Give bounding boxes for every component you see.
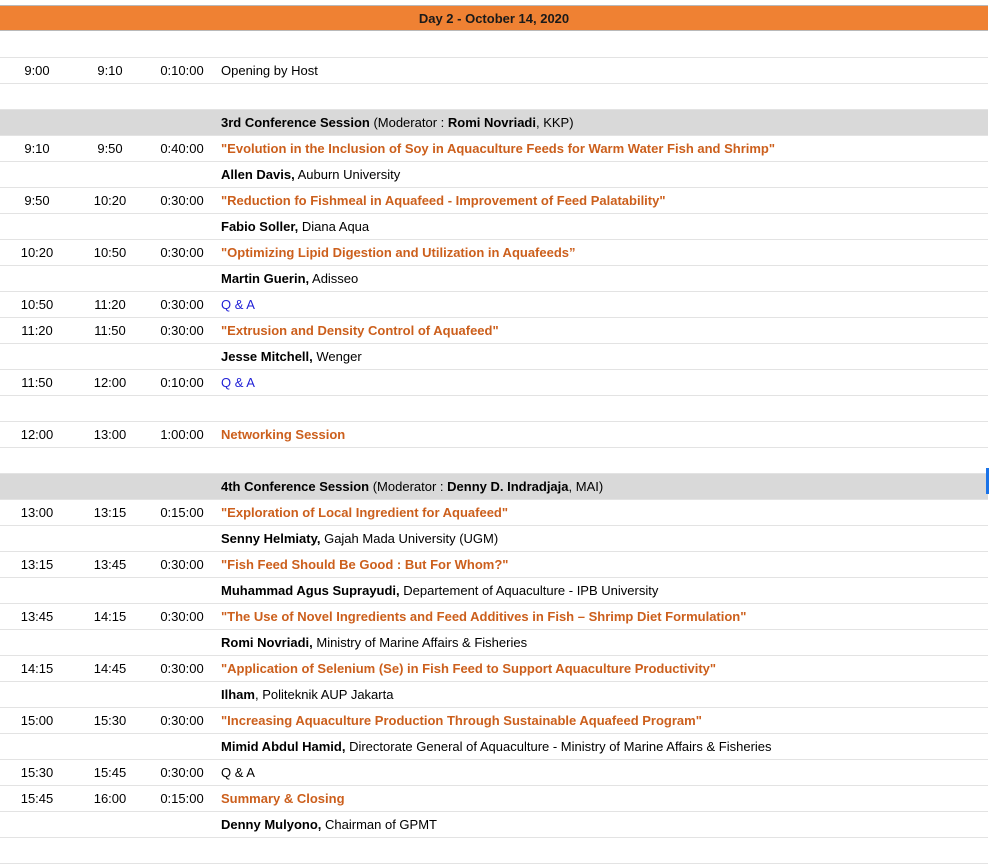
qa-cell[interactable]: Q & A (221, 375, 255, 390)
schedule-row[interactable] (0, 318, 988, 344)
blank-row[interactable] (0, 838, 988, 864)
duration-cell[interactable]: 0:30:00 (160, 297, 204, 312)
duration-cell[interactable]: 0:30:00 (160, 713, 204, 728)
speaker-affiliation: Auburn University (294, 167, 401, 182)
duration-cell[interactable]: 0:15:00 (160, 505, 204, 520)
speaker-cell[interactable] (221, 214, 369, 239)
duration-cell[interactable]: 0:30:00 (160, 323, 204, 338)
start-time-cell[interactable]: 9:00 (24, 63, 50, 78)
speaker-cell[interactable] (221, 630, 527, 655)
speaker-name: Muhammad Agus Suprayudi, (221, 583, 400, 598)
speaker-name: Romi Novriadi, (221, 635, 313, 650)
speaker-cell[interactable] (221, 578, 658, 603)
speaker-name: Denny Mulyono, (221, 817, 322, 832)
end-time-cell[interactable]: 10:50 (93, 245, 127, 260)
agenda-item-cell[interactable]: "Evolution in the Inclusion of Soy in Aquaculture Feeds for Warm Water Fish and Shrimp" (221, 141, 776, 156)
speaker-row[interactable] (0, 812, 988, 838)
speaker-cell[interactable] (221, 162, 400, 187)
end-time-cell[interactable]: 11:20 (94, 297, 126, 312)
end-time-cell[interactable]: 16:00 (93, 791, 127, 806)
speaker-cell[interactable] (221, 734, 772, 759)
duration-cell[interactable]: 0:40:00 (160, 141, 204, 156)
end-time-cell[interactable]: 15:30 (93, 713, 127, 728)
start-time-cell[interactable]: 15:45 (20, 791, 54, 806)
speaker-name: Mimid Abdul Hamid, (221, 739, 346, 754)
moderator-org: , KKP) (535, 115, 574, 130)
start-time-cell[interactable]: 15:00 (20, 713, 54, 728)
end-time-cell[interactable]: 9:50 (97, 141, 123, 156)
speaker-affiliation: , Politeknik AUP Jakarta (254, 687, 394, 702)
speaker-row[interactable] (0, 344, 988, 370)
moderator-prefix: (Moderator : (369, 115, 448, 130)
agenda-item-cell[interactable]: "Extrusion and Density Control of Aquafeed" (221, 323, 499, 338)
end-time-cell[interactable]: 12:00 (93, 375, 127, 390)
end-time-cell[interactable]: 10:20 (93, 193, 127, 208)
duration-cell[interactable]: 0:30:00 (160, 661, 204, 676)
speaker-affiliation: Directorate General of Aquaculture - Ministry of Marine Affairs & Fisheries (345, 739, 772, 754)
moderator-name: Denny D. Indradjaja (447, 479, 569, 494)
start-time-cell[interactable]: 11:50 (21, 375, 53, 390)
duration-cell[interactable]: 0:10:00 (160, 375, 204, 390)
speaker-affiliation: Adisseo (309, 271, 359, 286)
start-time-cell[interactable]: 15:30 (20, 765, 54, 780)
session-title-cell[interactable] (221, 474, 603, 499)
session-label: 3rd Conference Session (221, 115, 370, 130)
speaker-affiliation: Diana Aqua (298, 219, 370, 234)
speaker-cell[interactable] (221, 266, 358, 291)
duration-cell[interactable]: 1:00:00 (160, 427, 204, 442)
schedule-row[interactable] (0, 708, 988, 734)
speaker-row[interactable] (0, 162, 988, 188)
start-time-cell[interactable]: 10:20 (20, 245, 54, 260)
qa-cell[interactable]: Q & A (221, 297, 255, 312)
schedule-row[interactable] (0, 552, 988, 578)
agenda-item-cell[interactable]: "Application of Selenium (Se) in Fish Feed to Support Aquaculture Productivity" (221, 661, 717, 676)
start-time-cell[interactable]: 9:10 (24, 141, 50, 156)
speaker-cell[interactable] (221, 344, 362, 369)
duration-cell[interactable]: 0:30:00 (160, 765, 204, 780)
agenda-item-cell[interactable]: Q & A (221, 765, 255, 780)
session-title-cell[interactable] (221, 110, 574, 135)
agenda-item-cell[interactable]: "Reduction fo Fishmeal in Aquafeed - Improvement of Feed Palatability" (221, 193, 666, 208)
agenda-item-cell[interactable]: "Increasing Aquaculture Production Through Sustainable Aquafeed Program" (221, 713, 702, 728)
day-header[interactable] (0, 5, 988, 31)
duration-cell[interactable]: 0:30:00 (160, 557, 204, 572)
schedule-row[interactable] (0, 604, 988, 630)
end-time-cell[interactable]: 9:10 (97, 63, 123, 78)
start-time-cell[interactable]: 9:50 (24, 193, 50, 208)
agenda-item-cell[interactable]: "Fish Feed Should Be Good : But For Whom?" (221, 557, 509, 572)
speaker-name: Allen Davis, (221, 167, 295, 182)
end-time-cell[interactable]: 13:45 (93, 557, 127, 572)
schedule-row[interactable] (0, 786, 988, 812)
session-header-row[interactable] (0, 474, 988, 500)
duration-cell[interactable]: 0:30:00 (160, 609, 204, 624)
schedule-row[interactable] (0, 292, 988, 318)
schedule-row[interactable] (0, 188, 988, 214)
blank-row[interactable] (0, 32, 988, 58)
speaker-row[interactable] (0, 526, 988, 552)
speaker-name: Jesse Mitchell, (221, 349, 313, 364)
speaker-cell[interactable] (221, 526, 498, 551)
speaker-name: Senny Helmiaty, (221, 531, 321, 546)
blank-row[interactable] (0, 448, 988, 474)
start-time-cell[interactable]: 13:45 (20, 609, 54, 624)
end-time-cell[interactable]: 13:15 (93, 505, 127, 520)
end-time-cell[interactable]: 14:15 (93, 609, 127, 624)
day-header-title: Day 2 - October 14, 2020 (418, 10, 570, 26)
blank-row[interactable] (0, 396, 988, 422)
start-time-cell[interactable]: 14:15 (20, 661, 54, 676)
start-time-cell[interactable]: 10:50 (20, 297, 54, 312)
speaker-cell[interactable] (221, 682, 393, 707)
end-time-cell[interactable]: 11:50 (94, 323, 126, 338)
speaker-affiliation: Chairman of GPMT (321, 817, 437, 832)
duration-cell[interactable]: 0:30:00 (160, 245, 204, 260)
session-header-row[interactable] (0, 110, 988, 136)
speaker-row[interactable] (0, 734, 988, 760)
session-label: 4th Conference Session (221, 479, 370, 494)
agenda-item-cell[interactable]: "The Use of Novel Ingredients and Feed Additives in Fish – Shrimp Diet Formulation" (221, 609, 747, 624)
speaker-affiliation: Wenger (312, 349, 362, 364)
moderator-org: , MAI) (568, 479, 604, 494)
schedule-row[interactable] (0, 370, 988, 396)
blank-row[interactable] (0, 84, 988, 110)
end-time-cell[interactable]: 15:45 (93, 765, 127, 780)
cell-selection-marker (986, 468, 989, 494)
end-time-cell[interactable]: 13:00 (93, 427, 127, 442)
agenda-item-cell[interactable]: Networking Session (221, 427, 346, 442)
speaker-row[interactable] (0, 578, 988, 604)
agenda-item-cell[interactable]: Opening by Host (221, 63, 318, 78)
speaker-cell[interactable] (221, 812, 437, 837)
schedule-row[interactable] (0, 656, 988, 682)
schedule-row[interactable] (0, 136, 988, 162)
speaker-name: Fabio Soller, (221, 219, 299, 234)
schedule-row[interactable] (0, 58, 988, 84)
duration-cell[interactable]: 0:15:00 (160, 791, 204, 806)
schedule-row[interactable] (0, 500, 988, 526)
duration-cell[interactable]: 0:10:00 (160, 63, 204, 78)
agenda-item-cell[interactable]: "Exploration of Local Ingredient for Aquafeed" (221, 505, 509, 520)
schedule-row[interactable] (0, 422, 988, 448)
start-time-cell[interactable]: 12:00 (20, 427, 54, 442)
speaker-row[interactable] (0, 266, 988, 292)
moderator-prefix: (Moderator : (369, 479, 448, 494)
start-time-cell[interactable]: 13:15 (20, 557, 54, 572)
speaker-row[interactable] (0, 682, 988, 708)
start-time-cell[interactable]: 11:20 (21, 323, 53, 338)
schedule-row[interactable] (0, 760, 988, 786)
speaker-affiliation: Ministry of Marine Affairs & Fisheries (312, 635, 528, 650)
speaker-row[interactable] (0, 630, 988, 656)
speaker-row[interactable] (0, 214, 988, 240)
speaker-name: Martin Guerin, (221, 271, 310, 286)
agenda-item-cell[interactable]: "Optimizing Lipid Digestion and Utilization in Aquafeeds” (221, 245, 576, 260)
agenda-item-cell[interactable]: Summary & Closing (221, 791, 345, 806)
end-time-cell[interactable]: 14:45 (93, 661, 127, 676)
speaker-affiliation: Gajah Mada University (UGM) (320, 531, 499, 546)
start-time-cell[interactable]: 13:00 (20, 505, 54, 520)
duration-cell[interactable]: 0:30:00 (160, 193, 204, 208)
moderator-name: Romi Novriadi (447, 115, 536, 130)
speaker-name: Ilham (221, 687, 255, 702)
schedule-row[interactable] (0, 240, 988, 266)
speaker-affiliation: Departement of Aquaculture - IPB University (399, 583, 659, 598)
